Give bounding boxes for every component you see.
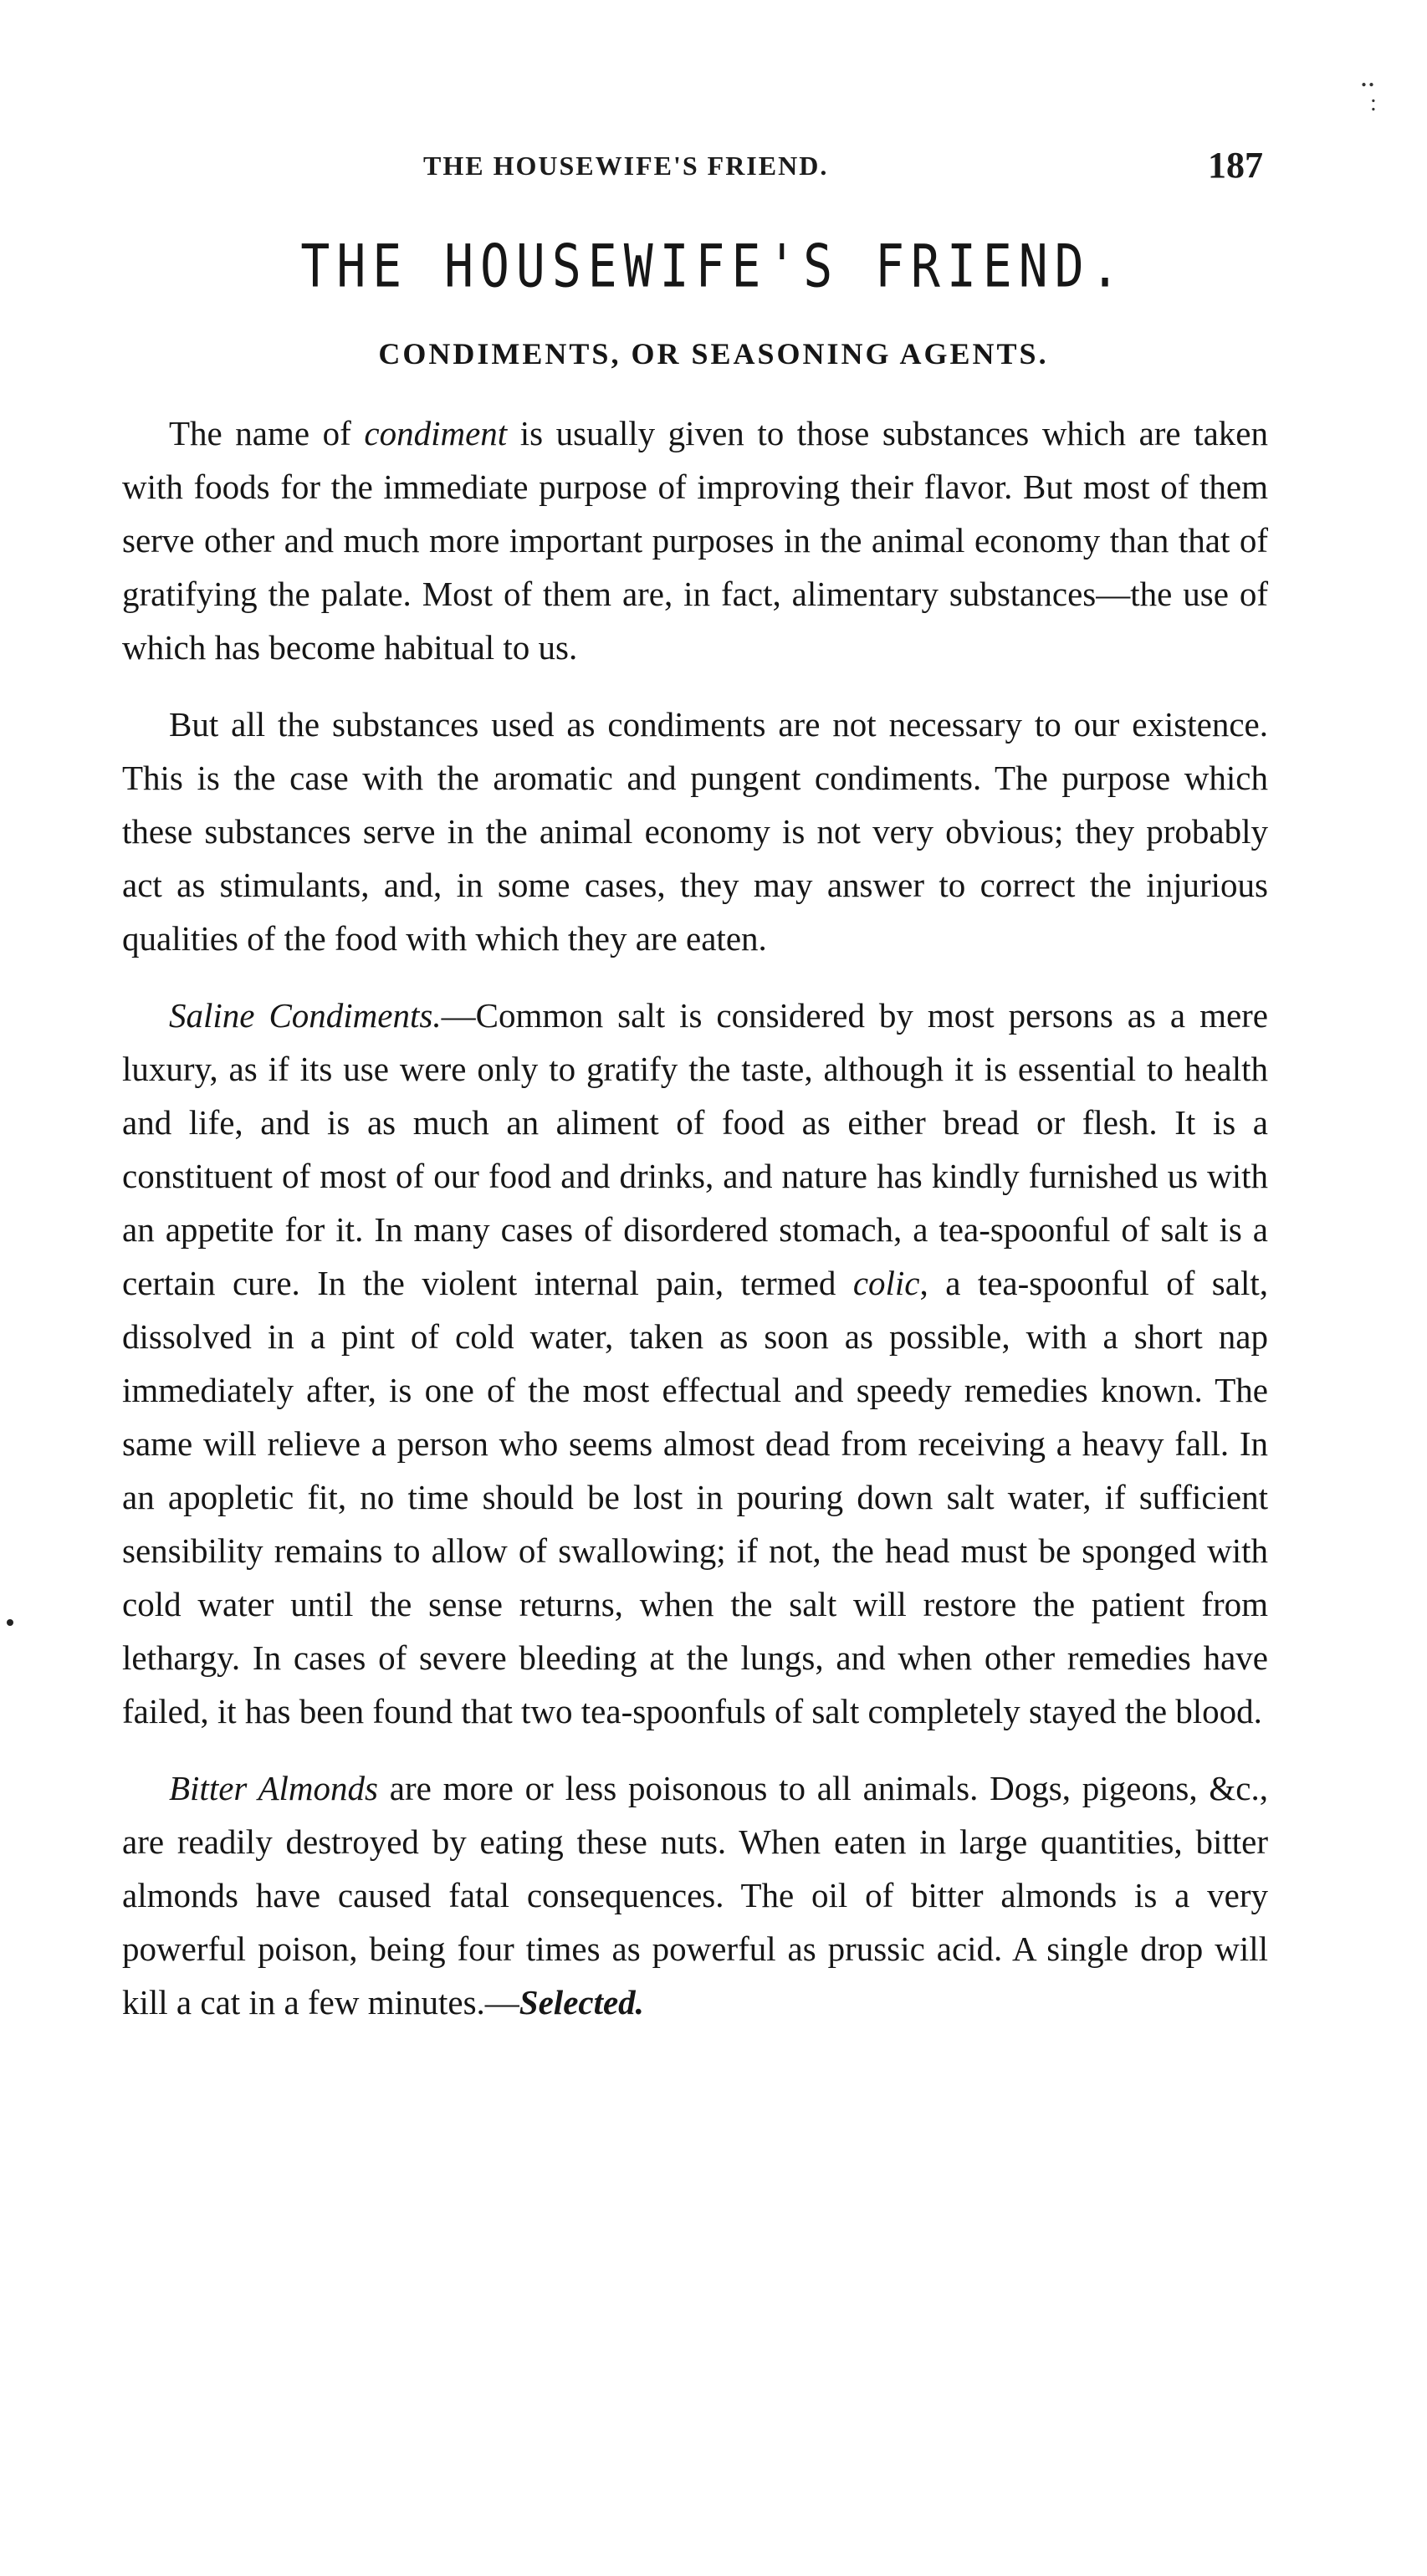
paragraph-aromatic-condiments bbox=[122, 698, 1268, 965]
article-title: THE HOUSEWIFE'S FRIEND. bbox=[300, 231, 1127, 301]
paragraph-bitter-almonds bbox=[122, 1761, 1268, 2029]
paragraph-saline-condiments bbox=[122, 989, 1268, 1738]
article-body bbox=[122, 406, 1268, 2052]
margin-mark: .. bbox=[1360, 59, 1375, 93]
running-title: THE HOUSEWIFE'S FRIEND. bbox=[423, 151, 829, 181]
italic-term: colic bbox=[852, 1264, 920, 1302]
lead-term: Saline Condiments. bbox=[169, 996, 442, 1035]
article-subtitle: CONDIMENTS, OR SEASONING AGENTS. bbox=[378, 337, 1049, 371]
stray-dot bbox=[7, 1619, 13, 1626]
paragraph-text: is usually given to those substances which are taken with foods for the immediate purpose of improving their flavor. But most of them serve other and much more important purposes in the animal economy than that of gratifying the palate. Most of them are, in fact, alimentary substances—the use of which has become habitual to us. bbox=[122, 414, 1268, 667]
paragraph-text: are more or less poisonous to all animals. Dogs, pigeons, &c., are readily destroyed by eating these nuts. When eaten in large quantities, bitter almonds have caused fatal consequences. The oil of bitter almonds is a very powerful poison, being four times as powerful as prussic acid. A single drop will kill a cat in a few minutes.— bbox=[122, 1769, 1268, 2021]
paragraph-text: The name of bbox=[169, 414, 365, 452]
paragraph-text: , a tea-spoonful of salt, dissolved in a pint of cold water, taken as soon as possible, with a short nap immediately after, is one of the most effectual and speedy remedies known. The same will relieve a person who seems almost dead from receiving a heavy fall. In an apopletic fit, no time should be lost in pouring down salt water, if sufficient sensibility remains to allow of swallowing; if not, the head must be sponged with cold water until the sense returns, when the salt will restore the patient from lethargy. In cases of severe bleeding at the lungs, and when other remedies have failed, it has been found that two tea-spoonfuls of salt completely stayed the blood. bbox=[122, 1264, 1268, 1730]
paragraph-condiment-definition bbox=[122, 406, 1268, 674]
paragraph-text: —Common salt is considered by most persons as a mere luxury, as if its use were only to gratify the taste, although it is essential to health and life, and is as much an aliment of food as either bread or flesh. It is a constituent of most of our food and drinks, and nature has kindly furnished us with an appetite for it. In many cases of disordered stomach, a tea-spoonful of salt is a certain cure. In the violent internal pain, termed bbox=[122, 996, 1269, 1302]
italic-term: condiment bbox=[364, 414, 508, 452]
lead-term: Bitter Almonds bbox=[169, 1769, 378, 1807]
margin-dots: : bbox=[1370, 90, 1377, 116]
page-number: 187 bbox=[1208, 145, 1263, 186]
paragraph-text: But all the substances used as condiments are not necessary to our existence. This is the case with the aromatic and pungent condiments. The purpose which these substances serve in the animal economy is not very obvious; they probably act as stimulants, and, in some cases, they may answer to correct the injurious qualities of the food with which they are eaten. bbox=[122, 705, 1268, 958]
running-head bbox=[119, 147, 1265, 201]
source-credit: Selected. bbox=[519, 1983, 644, 2021]
